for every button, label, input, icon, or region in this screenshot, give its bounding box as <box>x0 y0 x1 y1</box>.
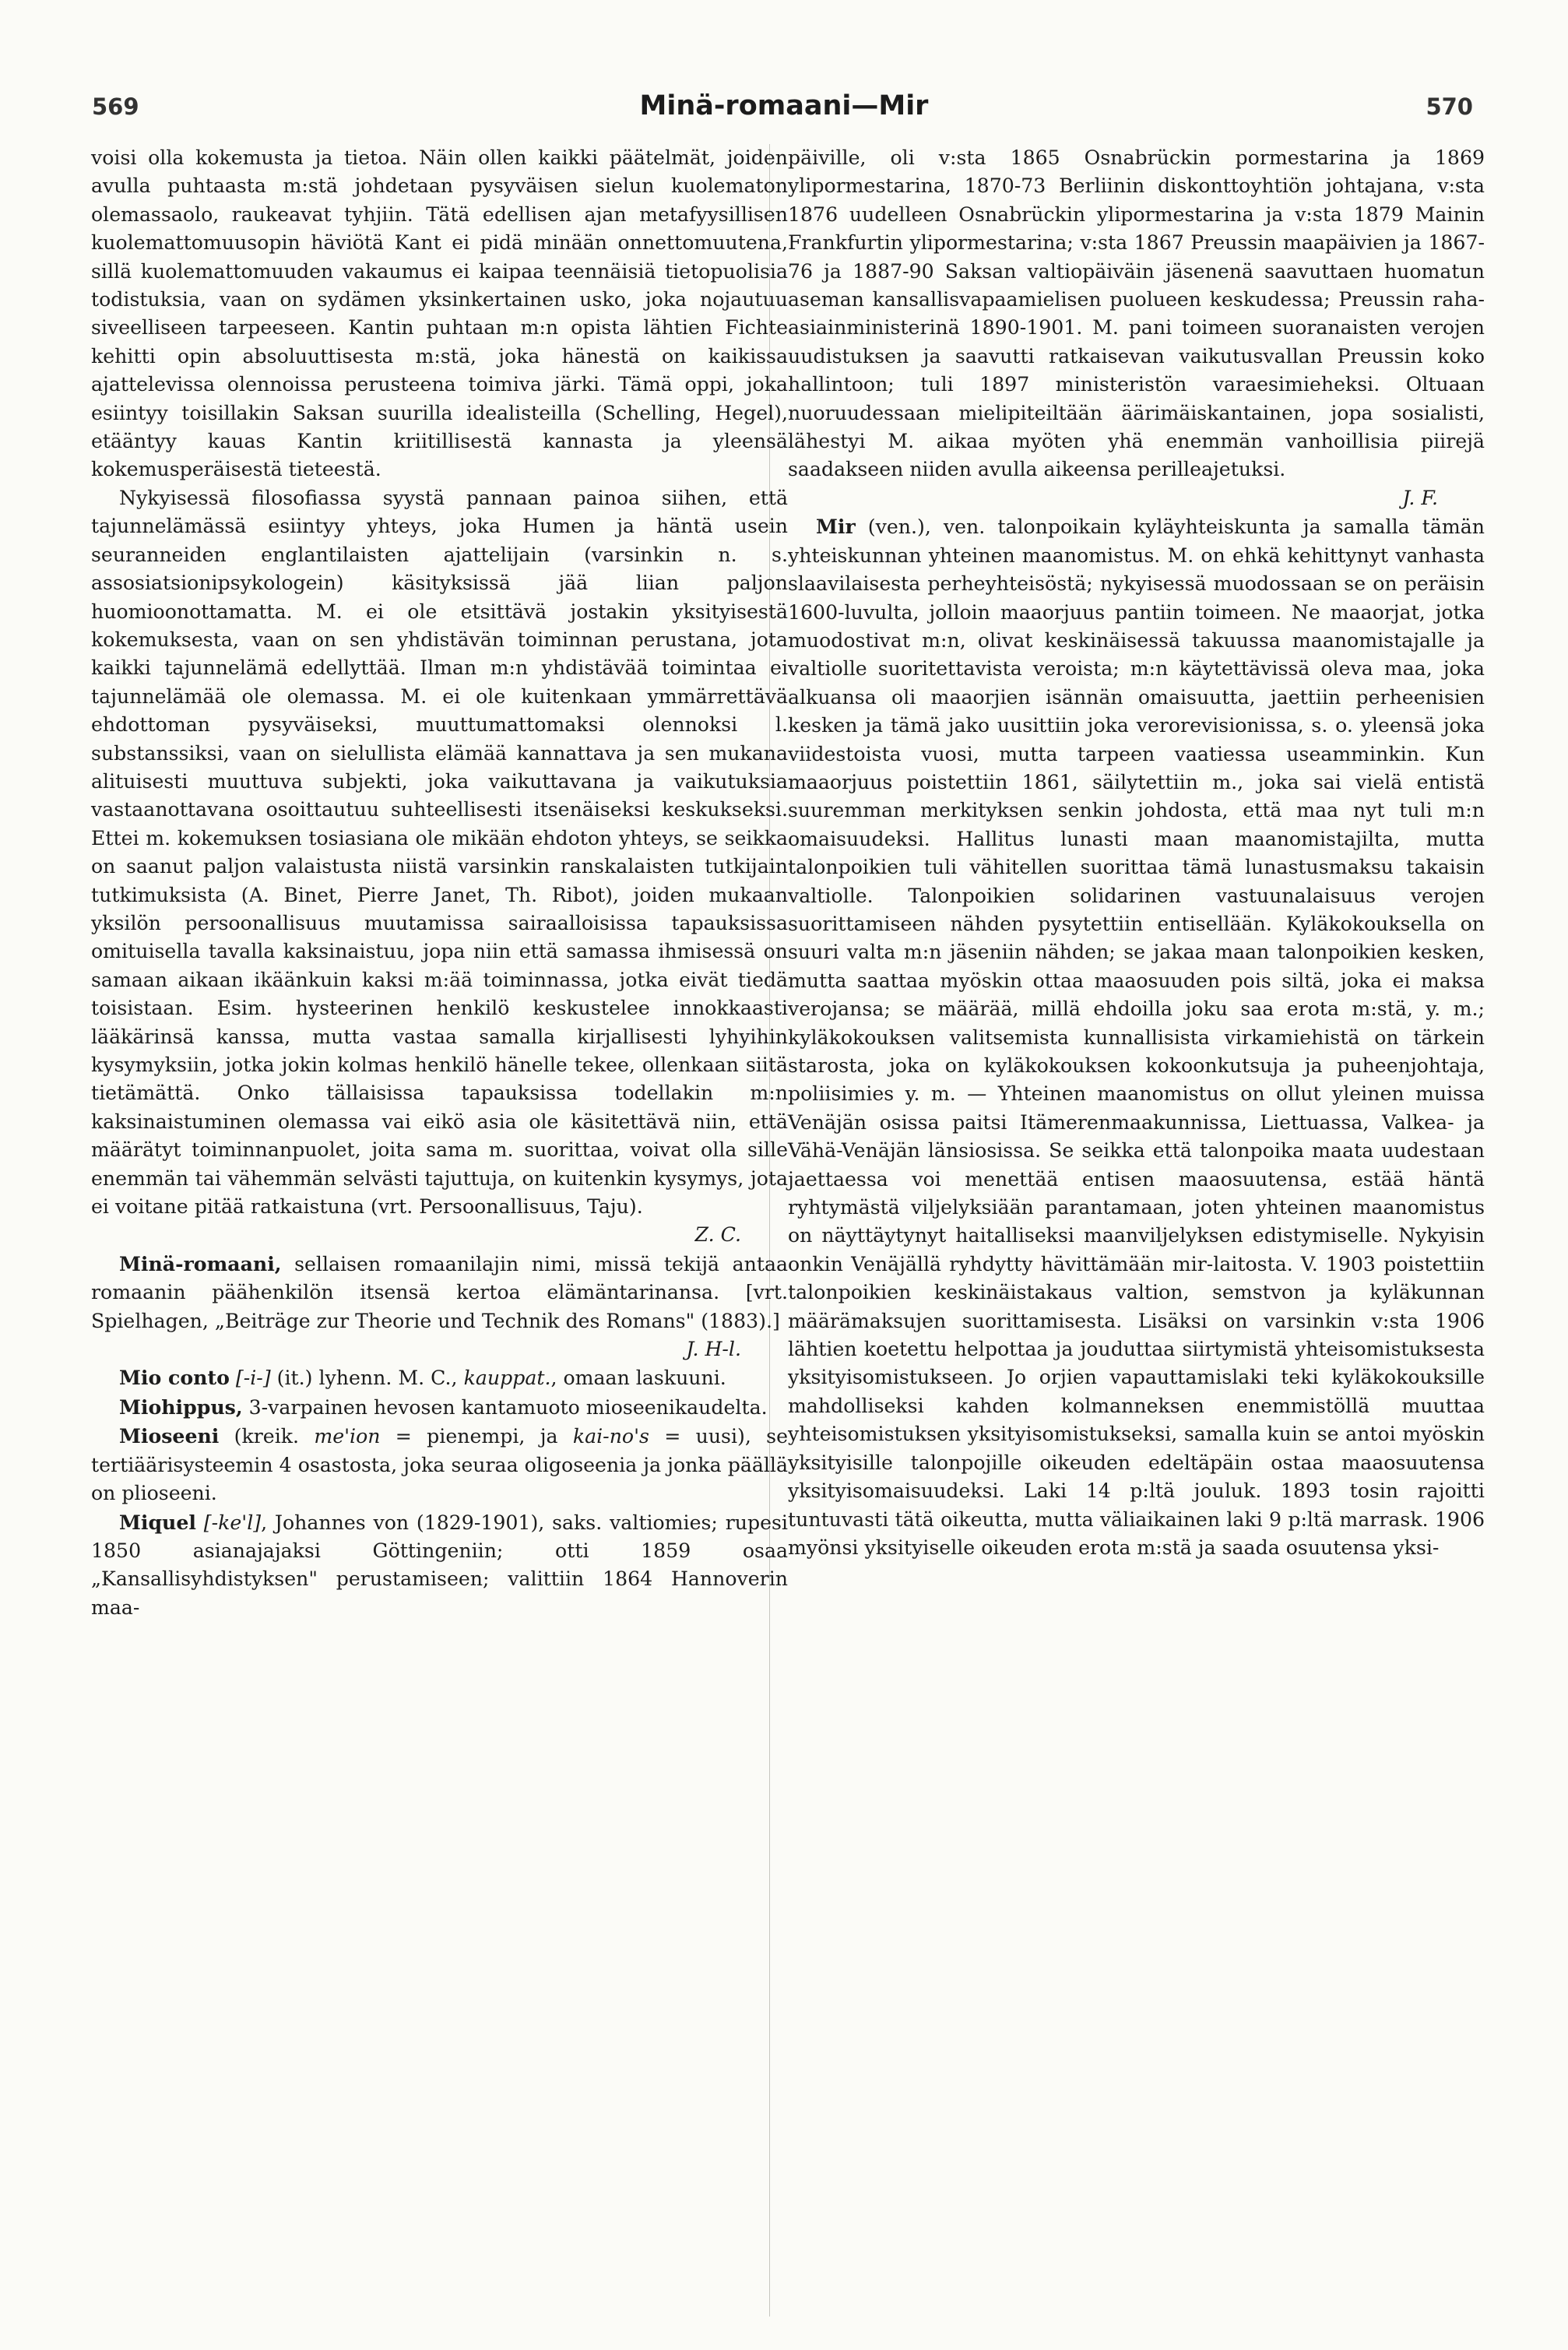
entry-miquel: Miquel [-ke'l], Johannes von (1829-1901), saks. valtiomies; rupesi 1850 asianajajaksi Göttingeniin; otti 1859 osaa „Kansallisyhdistyksen" perustamiseen; valittiin 1864 Hannoverin maa- <box>91 1510 788 1619</box>
entry-headword: Miohippus, <box>119 1395 243 1419</box>
paragraph: voisi olla kokemusta ja tietoa. Näin ollen kaikki päätelmät, joiden avulla puhtaasta m:stä johdetaan pysyväisen sielun kuolematon olemassaolo, raukeavat tyhjiin. Tätä edellisen ajan metafyysillisen kuolemattomuusopin häviötä Kant ei pidä minään onnettomuutena, sillä kuolemattomuuden vakaumus ei kaipaa teennäisiä tietopuolisia todistuksia, vaan on sydämen yksinkertainen usko, joka nojautuu siveelliseen tarpeeseen. Kantin puhtaan m:n opista lähtien Fichte kehitti opin absoluuttisesta m:stä, joka hänestä on kaikissa ajattelevissa olennoissa perusteena toimiva järki. Tämä oppi, joka esiintyy toisillakin Saksan suurilla idealisteilla (Schelling, Hegel), etääntyy kauas Kantin kriitillisestä kannasta ja yleensä kokemusperäisestä tieteestä. <box>91 146 788 481</box>
right-column <box>788 144 1485 1562</box>
left-column <box>91 144 788 1622</box>
author-signature: J. F. <box>1402 486 1438 509</box>
page-number-left: 569 <box>92 93 139 120</box>
entry-miohippus: Miohippus, 3-varpainen hevosen kantamuoto mioseenikaudelta. <box>119 1395 768 1419</box>
entry-minaromaani: Minä-romaani, sellaisen romaanilajin nimi, missä tekijä antaa romaanin päähenkilön itsensä kertoa elämäntarinansa. [vrt. Spielhagen, „Beiträge zur Theorie und Technik des Romans" (1883).] J. H-l. <box>91 1250 788 1364</box>
entry-headword: Minä-romaani, <box>119 1251 282 1275</box>
entry-headword: Mir <box>816 515 856 539</box>
page-header <box>0 90 1568 132</box>
paragraph: Nykyisessä filosofiassa syystä pannaan painoa siihen, että tajunnelämässä esiintyy yhteys, joka Humen ja häntä usein seuranneiden englantilaisten ajattelijain (varsinkin n. s. assosiatsionipsykologein) käsityksissä jää liian paljon huomioonottamatta. M. ei ole etsittävä jostakin yksityisestä kokemuksesta, vaan on sen yhdistävän toiminnan perustana, jota kaikki tajunnelämä edellyttää. Ilman m:n yhdistävää toimintaa ei tajunnelämää ole olemassa. M. ei ole kuitenkaan ymmärrettävä ehdottoman pysyväiseksi, muuttumattomaksi olennoksi l. substanssiksi, vaan on sielullista elämää kannattava ja sen mukana alituisesti muuttuva subjekti, joka vaikuttavana ja vaikutuksia vastaanottavana osoittautuu suhteellisesti itsenäiseksi keskukseksi. Ettei m. kokemuksen tosiasiana ole mikään ehdoton yhteys, se seikka on saanut paljon valaistusta niistä varsinkin ranskalaisten tutkijain tutkimuksista (A. Binet, Pierre Janet, Th. Ribot), joiden mukaan yksilön persoonallisuus muutamissa sairaalloisissa tapauksissa omituisella tavalla kaksinaistuu, jopa niin että samassa ihmisessä on samaan aikaan ikäänkuin kaksi m:ää toiminnassa, jotka eivät tiedä toisistaan. Esim. hysteerinen henkilö keskustelee innokkaasti lääkärinsä kanssa, mutta vastaa samalla kirjallisesti lyhyihin kysymyksiin, jotka jokin kolmas henkilö hänelle tekee, ollenkaan siitä tietämättä. Onko tällaisissa tapauksissa todellakin m:n kaksinaistuminen olemassa vai eikö asia ole käsitettävä niin, että määrätyt toiminnanpuolet, joita sama m. suorittaa, voivat olla sille enemmän tai vähemmän selvästi tajuttuja, on kuitenkin kysymys, jota ei voitane pitää ratkaistuna (vrt. Persoonallisuus, Taju). Z. C. <box>91 484 788 1250</box>
page-number-right: 570 <box>1426 93 1473 120</box>
entry-headword: Mio conto <box>119 1366 230 1390</box>
entry-headword: Miquel <box>119 1510 196 1534</box>
author-signature: J. H-l. <box>686 1338 741 1361</box>
paragraph: päiville, oli v:sta 1865 Osnabrückin pormestarina ja 1869 ylipormestarina, 1870-73 Berliinin diskonttoyhtiön johtajana, v:sta 1876 uudelleen Osnabrückin ylipormestarina ja v:sta 1879 Mainin Frankfurtin ylipormestarina; v:sta 1867 Preussin maapäivien ja 1867-76 ja 1887-90 Saksan valtiopäiväin jäsenenä saavuttaen huomatun aseman kansallisvapaamielisen puolueen keskudessa; Preussin raha-asiainministerinä 1890-1901. M. pani toimeen suoranaisten verojen uudistuksen ja saavutti ratkaisevan vaikutusvallan Preussin koko hallintoon; tuli 1897 ministeristön varaesimieheksi. Oltuaan nuoruudessaan mielipiteiltään äärimäiskantainen, jopa sosialisti, lähestyi M. aikaa myöten yhä enemmän vanhoillisia piirejä saadakseen niiden avulla aikeensa perilleajetuksi. J. F. <box>788 144 1485 512</box>
entry-mioseeni: Mioseeni (kreik. me'ion = pienempi, ja kai-no's = uusi), se tertiäärisysteemin 4 osastosta, joka seuraa oligoseenia ja jonka päällä on plioseeni. <box>91 1424 788 1505</box>
running-title: Minä-romaani—Mir <box>639 90 929 121</box>
entry-mir: Mir (ven.), ven. talonpoikain kyläyhteiskunta ja samalla tämän yhteiskunnan yhteinen maanomistus. M. on ehkä kehittynyt vanhasta slaavilaisesta perheyhteisöstä; nykyisessä muodossaan se on peräisin 1600-luvulta, jolloin maaorjuus pantiin toimeen. Ne maaorjat, jotka muodostivat m:n, olivat keskinäisessä takuussa maanomistajalle ja valtiolle suoritettavista veroista; m:n käytettävissä oleva maa, joka alkuansa oli maaorjien isännän omaisuutta, jaettiin perheenisien kesken ja tämä jako uusittiin joka verorevisionissa, s. o. yleensä joka viidestoista vuosi, mutta tarpeen vaatiessa useamminkin. Kun maaorjuus poistettiin 1861, säilytettiin m., joka sai vielä entistä suuremman merkityksen senkin johdosta, että maa nyt tuli m:n omaisuudeksi. Hallitus lunasti maan maanomistajilta, mutta talonpoikien tuli vähitellen suorittaa tämä lunastusmaksu takaisin valtiolle. Talonpoikien solidarinen vastuunalaisuus verojen suorittamiseen nähden pysytettiin entisellään. Kyläkokouksella on suuri valta m:n jäseniin nähden; se jakaa maan talonpoikien kesken, mutta saattaa myöskin ottaa maaosuuden pois siltä, joka ei maksa verojansa; se määrää, millä ehdoilla joku saa erota m:stä, y. m.; kyläkokouksen valitsemista kunnallisista virkamiehistä on tärkein starosta, joka on kyläkokouksen kokoonkutsuja ja puheenjohtaja, poliisimies y. m. — Yhteinen maanomistus on ollut yleinen muissa Venäjän osissa paitsi Itämerenmaakunnissa, Liettuassa, Valkea- ja Vähä-Venäjän länsiosissa. Se seikka että talonpoika maata uudestaan jaettaessa voi menettää entisen maaosuutensa, estää häntä ryhtymästä viljelyksiään parantamaan, joten yhteinen maanomistus on näyttäytynyt haitalliseksi maanviljelyksen edistymiselle. Nykyisin onkin Venäjällä ryhdytty hävittämään mir-laitosta. V. 1903 poistettiin talonpoikien keskinäistakaus valtion, semstvon ja kyläkunnan määrämaksujen suorittamisesta. Lisäksi on varsinkin v:sta 1906 lähtien koetettu helpottaa ja jouduttaa siirtymistä yhteisomistuksesta yksityisomistukseen. Jo orjien vapauttamislaki teki kyläkokouksille mahdolliseksi kahden kolmanneksen enemmistöllä muuttaa yhteisomistuksen yksityisomistukseksi, samalla kuin se antoi myöskin yksityisille talonpojille oikeuden edeltäpäin ostaa maaosuutensa yksityisomaisuudeksi. Laki 14 p:ltä jouluk. 1893 tosin rajoitti tuntuvasti tätä oikeutta, mutta väliaikainen laki 9 p:ltä marrask. 1906 myönsi yksityiselle oikeuden erota m:stä ja saada osuutensa yksi- <box>788 515 1485 1559</box>
entry-mioconto: Mio conto [-i-] (it.) lyhenn. M. C., kauppat., omaan laskuuni. <box>119 1366 726 1390</box>
entry-headword: Mioseeni <box>119 1424 220 1448</box>
author-signature: Z. C. <box>694 1223 741 1247</box>
